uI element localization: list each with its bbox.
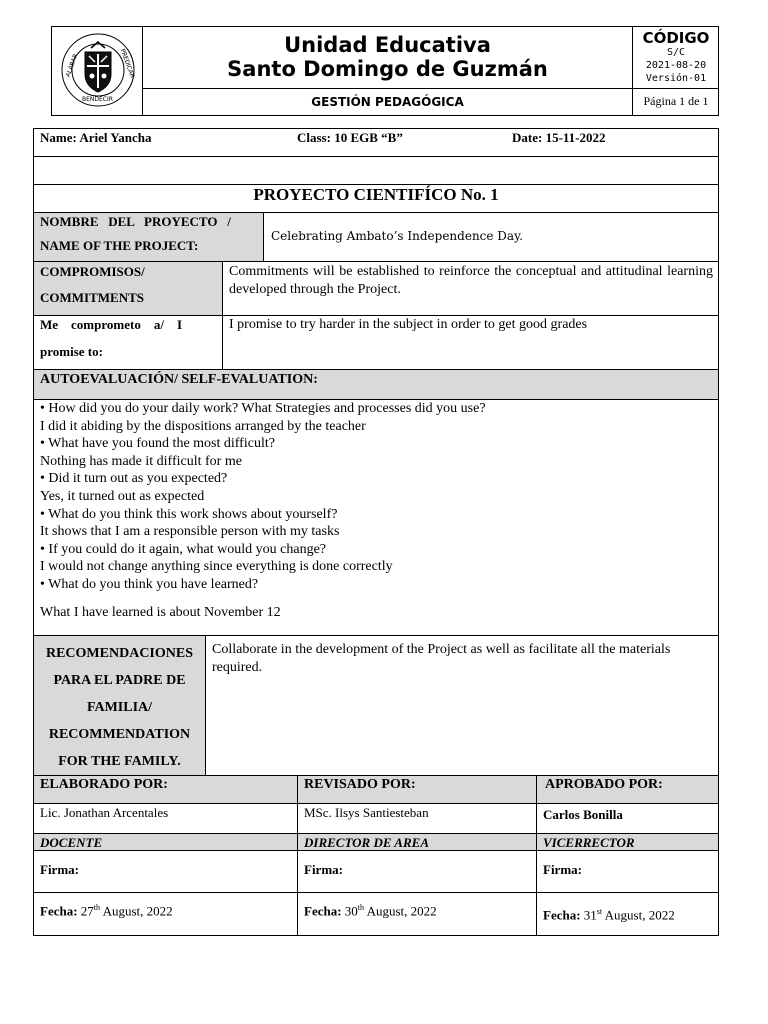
elaborado-firma-label: Firma: bbox=[40, 862, 79, 877]
student-class: Class: 10 EGB “B” bbox=[297, 130, 403, 145]
self-evaluation-line: Nothing has made it difficult for me bbox=[40, 453, 242, 469]
self-evaluation-line: • If you could do it again, what would you change? bbox=[40, 541, 326, 557]
revisado-role: DIRECTOR DE AREA bbox=[304, 835, 429, 850]
school-logo bbox=[58, 30, 138, 110]
fecha-label: Fecha: bbox=[40, 903, 78, 919]
elaborado-fecha bbox=[40, 903, 173, 919]
promise-value: I promise to try harder in the subject in order to get good grades bbox=[229, 317, 588, 332]
self-evaluation-line: I did it abiding by the dispositions arranged by the teacher bbox=[40, 418, 366, 434]
self-evaluation-final-line: What I have learned is about November 12 bbox=[40, 605, 281, 620]
aprobado-role: VICERRECTOR bbox=[543, 835, 635, 850]
recommendations-label-line: FOR THE FAMILY. bbox=[58, 754, 181, 769]
promise-label-1: Me comprometo a/ I bbox=[40, 317, 183, 332]
revisado-firma-label: Firma: bbox=[304, 862, 343, 877]
recommendations-value: Collaborate in the development of the Project as well as facilitate all the materials required. bbox=[212, 642, 671, 675]
commitments-label-1: COMPROMISOS/ bbox=[40, 264, 145, 279]
project-name-label-1: NOMBRE DEL PROYECTO / bbox=[40, 214, 231, 229]
aprobado-name: Carlos Bonilla bbox=[543, 807, 623, 822]
self-evaluation-line: It shows that I am a responsible person with my tasks bbox=[40, 524, 340, 540]
self-evaluation-line: • What do you think this work shows about yourself? bbox=[40, 506, 338, 522]
aprobado-label: APROBADO POR: bbox=[545, 777, 663, 792]
recommendations-label-line: PARA EL PADRE DE bbox=[53, 673, 186, 688]
self-evaluation-heading: AUTOEVALUACIÓN/ SELF-EVALUATION: bbox=[40, 372, 318, 387]
logo-text-left: ALABAR bbox=[64, 52, 80, 79]
student-name: Name: Ariel Yancha bbox=[40, 130, 152, 145]
aprobado-fecha bbox=[543, 907, 675, 923]
fecha-label: Fecha: bbox=[543, 907, 581, 923]
recommendations-label bbox=[34, 640, 205, 775]
code-label: CÓDIGO bbox=[642, 29, 710, 47]
fecha-day: 30 bbox=[344, 903, 358, 919]
fecha-day: 31 bbox=[583, 907, 597, 923]
code-version: Versión-01 bbox=[645, 73, 707, 84]
recommendations-label-line: FAMILIA/ bbox=[86, 700, 153, 715]
project-name-label-2: NAME OF THE PROJECT: bbox=[40, 238, 199, 253]
fecha-rest: August, 2022 bbox=[602, 907, 675, 923]
commitments-label-2: COMMITMENTS bbox=[40, 290, 144, 305]
revisado-name: MSc. Ilsys Santiesteban bbox=[304, 805, 429, 820]
fecha-day: 27 bbox=[80, 903, 94, 919]
code-value: S/C bbox=[666, 47, 686, 58]
aprobado-firma-label: Firma: bbox=[543, 862, 582, 877]
self-evaluation-line: Yes, it turned out as expected bbox=[40, 488, 205, 504]
elaborado-role: DOCENTE bbox=[40, 835, 103, 850]
fecha-ordinal: st bbox=[596, 907, 603, 916]
code-date: 2021-08-20 bbox=[645, 60, 707, 71]
promise-label-2: promise to: bbox=[40, 344, 103, 359]
fecha-rest: August, 2022 bbox=[100, 903, 173, 919]
page-number: Página 1 de 1 bbox=[643, 94, 709, 108]
logo-text-bottom: BENDECIR bbox=[82, 96, 113, 103]
fecha-rest: August, 2022 bbox=[364, 903, 437, 919]
self-evaluation-list bbox=[40, 400, 710, 594]
self-evaluation-line: I would not change anything since everything is done correctly bbox=[40, 559, 393, 575]
self-evaluation-line: • What have you found the most difficult? bbox=[40, 436, 275, 452]
self-evaluation-line: • What do you think you have learned? bbox=[40, 576, 259, 592]
project-title: PROYECTO CIENTIFÍCO No. 1 bbox=[253, 185, 499, 204]
project-name-value: Celebrating Ambato’s Independence Day. bbox=[271, 229, 524, 243]
department-label: GESTIÓN PEDAGÓGICA bbox=[311, 95, 464, 109]
commitments-value: Commitments will be established to reinforce the conceptual and attitudinal learning developed through the Project. bbox=[229, 264, 713, 297]
self-evaluation-line: • Did it turn out as you expected? bbox=[40, 471, 228, 487]
elaborado-name: Lic. Jonathan Arcentales bbox=[40, 805, 169, 820]
self-evaluation-line: • How did you do your daily work? What Strategies and processes did you use? bbox=[40, 401, 486, 416]
recommendations-label-line: RECOMMENDATION bbox=[48, 727, 191, 742]
document-date: Date: 15-11-2022 bbox=[512, 130, 606, 145]
fecha-ordinal: th bbox=[357, 903, 365, 912]
school-name-line1: Unidad Educativa bbox=[284, 33, 491, 57]
revisado-fecha bbox=[304, 903, 437, 919]
fecha-label: Fecha: bbox=[304, 903, 342, 919]
elaborado-label: ELABORADO POR: bbox=[40, 777, 168, 792]
blank-row bbox=[33, 156, 719, 185]
logo-text-right: PREDICAR bbox=[118, 48, 136, 79]
fecha-ordinal: th bbox=[93, 903, 101, 912]
school-name-line2: Santo Domingo de Guzmán bbox=[227, 57, 548, 81]
revisado-label: REVISADO POR: bbox=[304, 777, 416, 792]
recommendations-label-line: RECOMENDACIONES bbox=[45, 646, 193, 661]
